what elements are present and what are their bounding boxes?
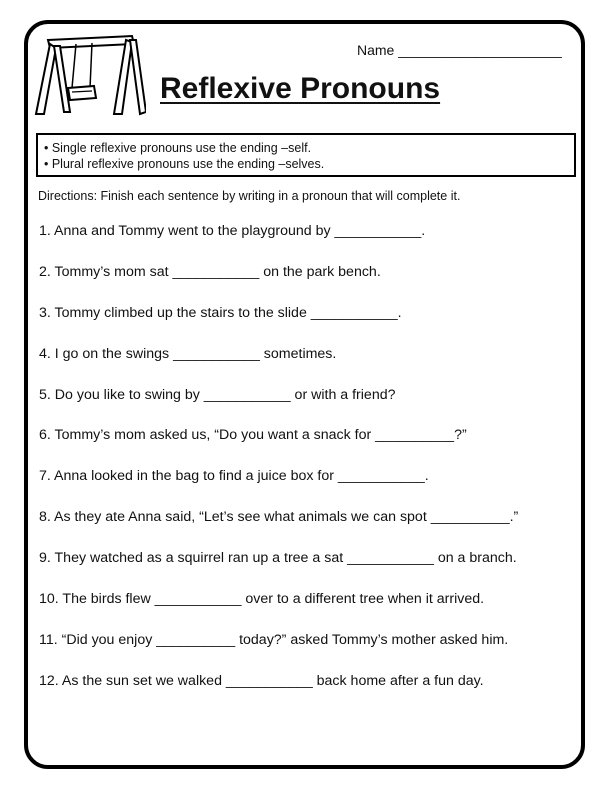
question-8[interactable]: 8. As they ate Anna said, “Let’s see what animals we can spot __________.”	[39, 509, 519, 526]
rules-box	[36, 133, 576, 177]
swing-set-icon	[34, 28, 146, 120]
question-12[interactable]: 12. As the sun set we walked ___________ back home after a fun day.	[39, 672, 484, 689]
question-9[interactable]: 9. They watched as a squirrel ran up a tree a sat ___________ on a branch.	[39, 550, 517, 567]
name-field[interactable]	[357, 42, 562, 58]
question-7[interactable]: 7. Anna looked in the bag to find a juice box for ___________.	[39, 468, 429, 485]
question-1[interactable]: 1. Anna and Tommy went to the playground by ___________.	[39, 223, 426, 239]
name-blank[interactable]: _____________________	[398, 42, 562, 58]
question-5[interactable]: 5. Do you like to swing by ___________ or with a friend?	[39, 386, 396, 403]
question-11[interactable]: 11. “Did you enjoy __________ today?” asked Tommy’s mother asked him.	[39, 631, 509, 648]
question-list	[39, 222, 579, 713]
question-3[interactable]: 3. Tommy climbed up the stairs to the slide ___________.	[39, 304, 402, 321]
question-2[interactable]: 2. Tommy’s mom sat ___________ on the park bench.	[39, 263, 381, 280]
directions-text: Directions: Finish each sentence by writing in a pronoun that will complete it.	[38, 189, 461, 203]
rule-plural: • Plural reflexive pronouns use the ending –selves.	[44, 157, 325, 171]
name-label: Name	[357, 42, 395, 58]
rule-singular: • Single reflexive pronouns use the ending –self.	[44, 141, 312, 155]
question-10[interactable]: 10. The birds flew ___________ over to a different tree when it arrived.	[39, 591, 485, 608]
question-4[interactable]: 4. I go on the swings ___________ sometimes.	[39, 345, 337, 362]
page-title: Reflexive Pronouns	[160, 72, 441, 105]
question-6[interactable]: 6. Tommy’s mom asked us, “Do you want a snack for __________?”	[39, 427, 467, 444]
